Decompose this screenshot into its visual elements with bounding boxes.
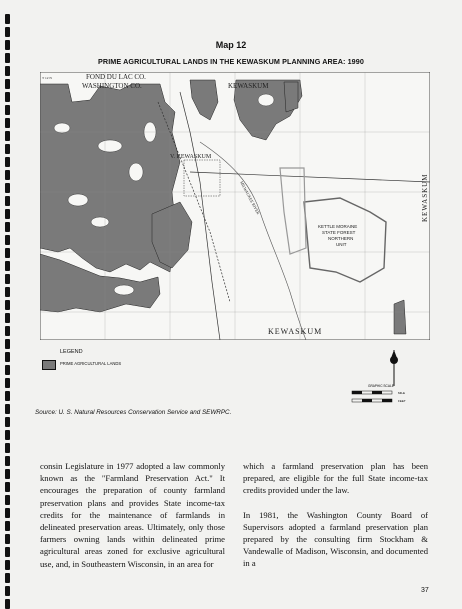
binding-ring <box>5 105 10 115</box>
binding-ring <box>5 66 10 76</box>
binding-ring <box>5 521 10 531</box>
binding-ring <box>5 378 10 388</box>
label-township-right: KEWASKUM <box>421 173 429 222</box>
body-paragraph: In 1981, the Washington County Board of Supervisors adopted a farmland preservation plan prepared by the consulting firm Stockham & Vandewalle of Madison, Wisconsin, and documented in a <box>243 509 428 569</box>
label-county-top: FOND DU LAC CO. <box>86 73 146 81</box>
binding-ring <box>5 118 10 128</box>
body-paragraph: which a farmland preservation plan has been prepared, are eligible for the full State income-tax credits provided under the law. <box>243 461 428 496</box>
binding-ring <box>5 339 10 349</box>
binding-ring <box>5 170 10 180</box>
scale-unit-top: MILE <box>398 391 406 395</box>
page-number: 37 <box>421 587 429 594</box>
label-corner-tl: T 12 N <box>42 76 52 80</box>
binding-ring <box>5 144 10 154</box>
binding-ring <box>5 274 10 284</box>
body-paragraph: consin Legislature in 1977 adopted a law commonly known as the "Farmland Preservation Act." It encourages the preparation of county farmland preservation plans and provides State income-tax credits for the maintenance of farmlands in delineated preservation areas. Ultimately, only those farmers owning lands within delineated prime agricultural areas zoned for exclusive agricultural use, and, in Southeastern Wisconsin, in an area for <box>40 461 225 569</box>
binding-ring <box>5 352 10 362</box>
binding-ring <box>5 209 10 219</box>
binding-ring <box>5 313 10 323</box>
binding-ring <box>5 196 10 206</box>
source-note: Source: U. S. Natural Resources Conservation Service and SEWRPC. <box>35 409 232 416</box>
label-county-top2: WASHINGTON CO. <box>82 82 142 90</box>
binding-ring <box>5 261 10 271</box>
body-column-right <box>243 460 428 582</box>
binding-ring <box>5 300 10 310</box>
binding-ring <box>5 14 10 24</box>
binding-ring <box>5 417 10 427</box>
map-label: Map 12 <box>215 40 247 50</box>
binding-ring <box>5 482 10 492</box>
legend-swatch-prime <box>42 360 56 370</box>
binding-ring <box>5 248 10 258</box>
graphic-scale <box>348 382 428 412</box>
prime-ag-southeast <box>394 300 406 334</box>
binding-ring <box>5 92 10 102</box>
binding-ring <box>5 404 10 414</box>
label-township-bottom: KEWASKUM <box>268 327 323 336</box>
binding-ring <box>5 365 10 375</box>
binding-ring <box>5 456 10 466</box>
binding-ring <box>5 586 10 596</box>
binding-ring <box>5 469 10 479</box>
binding-ring <box>5 430 10 440</box>
binding-ring <box>5 495 10 505</box>
binding-ring <box>5 326 10 336</box>
body-column-left <box>40 460 225 582</box>
binding-ring <box>5 547 10 557</box>
binding-ring <box>5 391 10 401</box>
binding-ring <box>5 508 10 518</box>
binding-ring <box>5 573 10 583</box>
binding-ring <box>5 131 10 141</box>
scale-unit-bottom: FEET <box>398 399 406 403</box>
binding-ring <box>5 599 10 609</box>
map-title: PRIME AGRICULTURAL LANDS IN THE KEWASKUM PLANNING AREA: 1990 <box>98 57 364 66</box>
binding-ring <box>5 222 10 232</box>
scale-title: GRAPHIC SCALE <box>368 384 394 388</box>
binding-ring <box>5 27 10 37</box>
label-river: MILWAUKEE RIVER <box>239 180 261 216</box>
legend-label-prime: PRIME AGRICULTURAL LANDS <box>60 361 122 366</box>
binding-ring <box>5 235 10 245</box>
map-area <box>40 72 430 340</box>
spiral-binding <box>2 0 14 600</box>
binding-ring <box>5 287 10 297</box>
binding-ring <box>5 443 10 453</box>
binding-ring <box>5 183 10 193</box>
legend-heading: LEGEND <box>60 349 83 355</box>
binding-ring <box>5 560 10 570</box>
prime-ag-northeast <box>284 82 298 112</box>
binding-ring <box>5 534 10 544</box>
label-village: V. KEWASKUM <box>170 154 212 160</box>
binding-ring <box>5 157 10 167</box>
label-township-top-right: KEWASKUM <box>228 82 269 90</box>
binding-ring <box>5 79 10 89</box>
label-forest: KETTLE MORAINE STATE FOREST NORTHERN UNIT <box>318 224 358 247</box>
